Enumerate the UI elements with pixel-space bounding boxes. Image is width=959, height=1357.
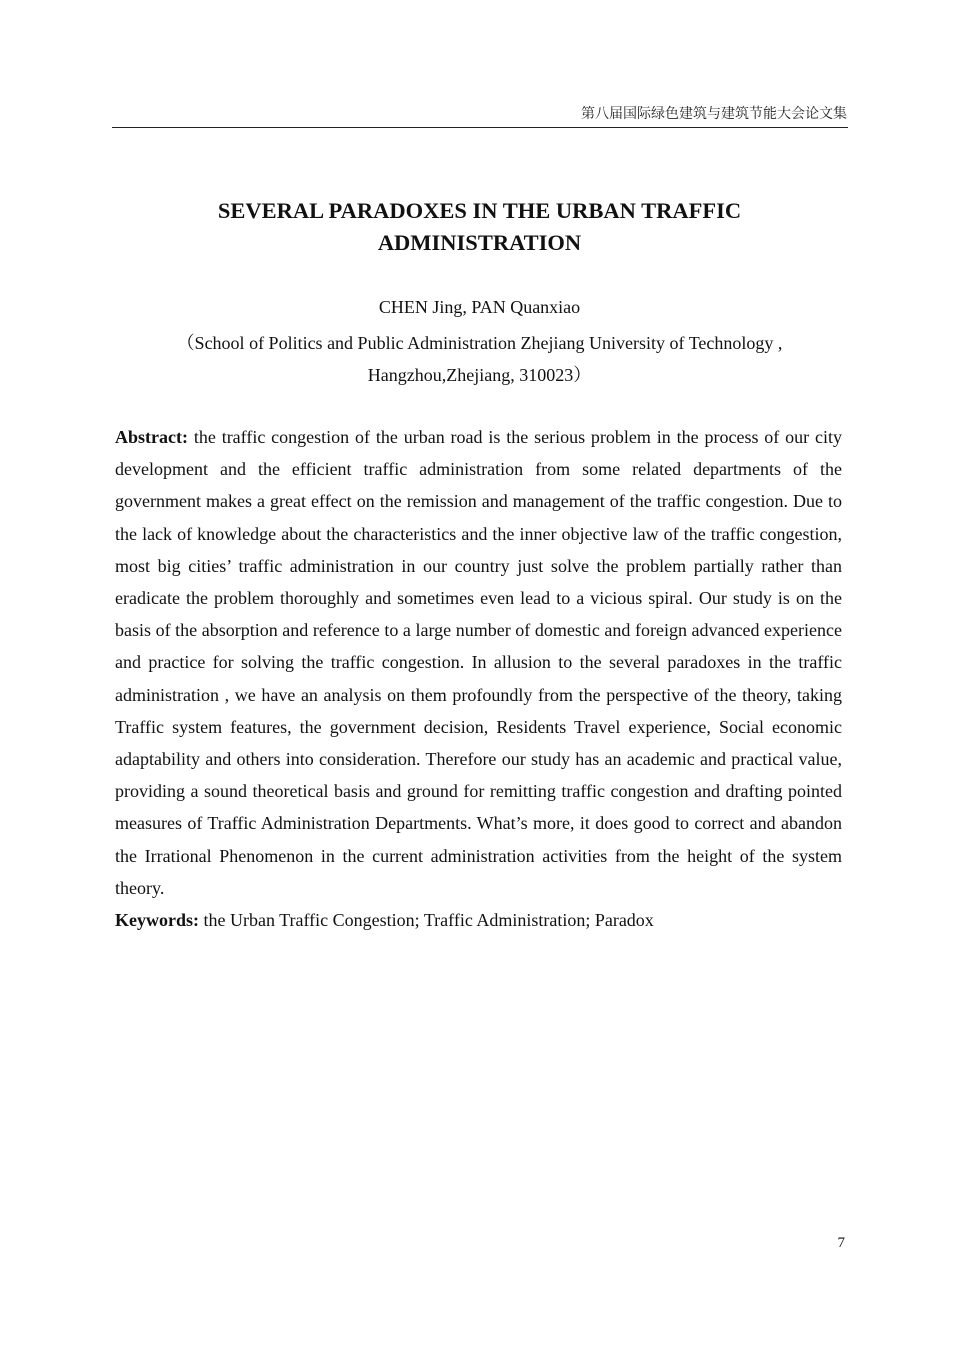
abstract-text: the traffic congestion of the urban road is the serious problem in the process of our city development and the efficient traffic administration from some related departments of the government makes a great effect on the remission and management of the traffic congestion. Due to the lack of knowledge about the characteristics and the inner objective law of the traffic congestion, most big cities’ traffic administration in our country just solve the problem partially rather than eradicate the problem thoroughly and sometimes even lead to a vicious spiral. Our study is on the basis of the absorption and reference to a large number of domestic and foreign advanced experience and practice for solving the traffic congestion. In allusion to the several paradoxes in the traffic administration , we have an analysis on them profoundly from the perspective of the theory, taking Traffic system features, the government decision, Residents Travel experience, Social economic adaptability and others into consideration. Therefore our study has an academic and practical value, providing a sound theoretical basis and ground for remitting traffic congestion and drafting pointed measures of Traffic Administration Departments. What’s more, it does good to correct and abandon the Irrational Phenomenon in the current administration activities from the height of the system theory.	[115, 427, 842, 898]
title-line-2: ADMINISTRATION	[377, 230, 582, 255]
running-header: 第八届国际绿色建筑与建筑节能大会论文集	[581, 106, 847, 122]
authors: CHEN Jing, PAN Quanxiao	[378, 297, 581, 317]
header-rule	[112, 127, 848, 128]
affiliation-line-1: （School of Politics and Public Administration Zhejiang University of Technology ,	[176, 333, 783, 353]
abstract	[115, 421, 842, 904]
title-line-1: SEVERAL PARADOXES IN THE URBAN TRAFFIC	[217, 198, 742, 223]
affiliation-line-2: Hangzhou,Zhejiang, 310023）	[367, 365, 592, 385]
keywords	[115, 904, 842, 936]
paper-title	[112, 195, 847, 259]
affiliation	[112, 327, 847, 391]
keywords-label: Keywords:	[115, 910, 199, 930]
abstract-label: Abstract:	[115, 427, 188, 447]
page-number: 7	[837, 1235, 845, 1251]
keywords-text: the Urban Traffic Congestion; Traffic Administration; Paradox	[203, 910, 654, 930]
